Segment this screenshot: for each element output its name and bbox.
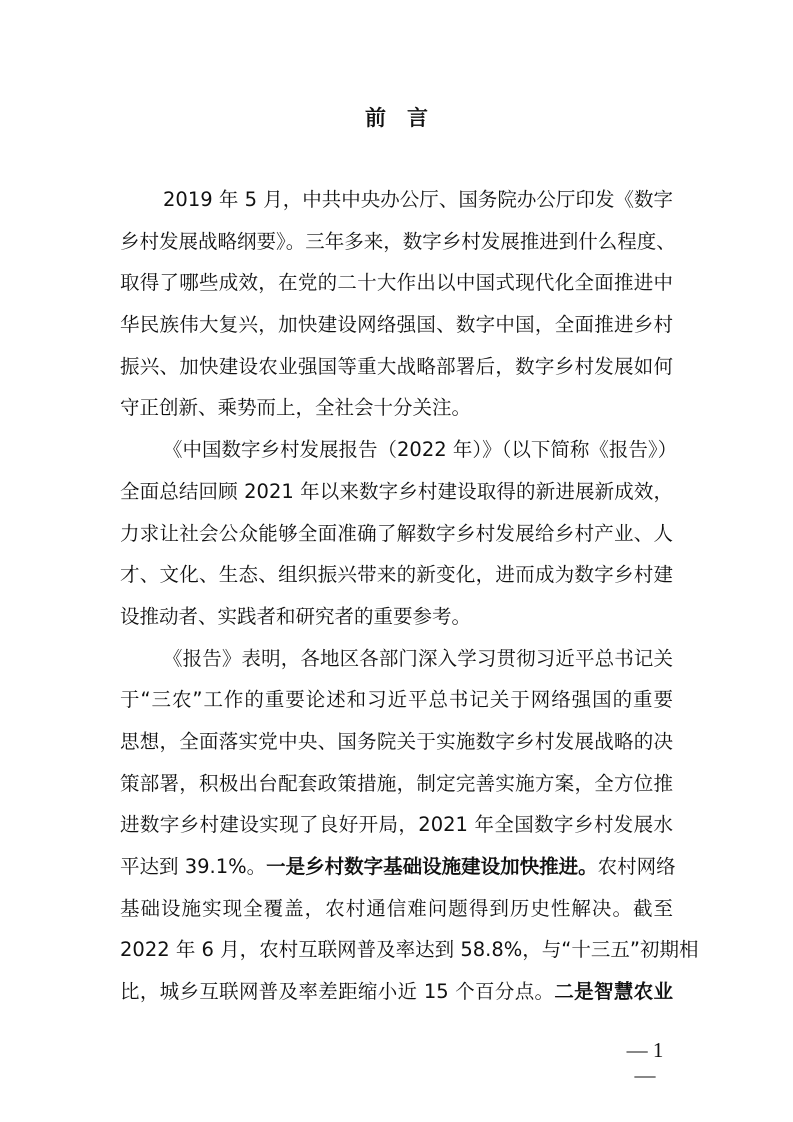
text-line [120,186,673,228]
text-segment: 2019 年 5 月，中共中央办公厅、国务院办公厅印发《数字 [163,188,673,211]
text-line [120,978,673,1020]
text-segment: 取得了哪些成效，在党的二十大作出以中国式现代化全面推进中 [120,271,673,295]
text-line [120,895,673,937]
text-segment: 乡村发展战略纲要》。三年多来，数字乡村发展推进到什么程度、 [120,229,676,253]
text-line [120,269,673,311]
text-segment: 平达到 39.1%。 [120,855,267,878]
text-segment: 力求让社会公众能够全面准确了解数字乡村发展给乡村产业、人 [120,521,673,545]
text-line [120,394,673,436]
text-segment: 才、文化、生态、组织振兴带来的新变化，进而成为数字乡村建 [120,563,673,587]
text-segment: 守正创新、乘势而上，全社会十分关注。 [120,396,472,420]
title-char-2: 言 [407,106,428,130]
text-line [120,770,673,812]
title-char-1: 前 [365,106,386,130]
text-segment: 基础设施实现全覆盖，农村通信难问题得到历史性解决。截至 [120,896,673,920]
text-line [120,936,699,978]
preface-body [120,186,699,1020]
text-segment: 进数字乡村建设实现了良好开局，2021 年全国数字乡村发展水 [120,813,673,837]
text-line [120,353,673,395]
text-segment: 振兴、加快建设农业强国等重大战略部署后，数字乡村发展如何 [120,354,673,378]
text-segment: 思想，全面落实党中央、国务院关于实施数字乡村发展战略的决 [120,729,673,753]
bold-text-segment: 二是智慧农业 [554,980,673,1004]
text-line [120,645,673,687]
text-segment: 农村网络 [597,855,676,878]
text-segment: 华民族伟大复兴，加快建设网络强国、数字中国，全面推进乡村 [120,313,673,337]
page-number: — 1 — [626,1038,664,1087]
text-segment: 全面总结回顾 2021 年以来数字乡村建设取得的新进展新成效， [120,479,673,503]
text-line [120,478,673,520]
text-segment: 《中国数字乡村发展报告（2022 年）》（以下简称《报告》） [163,438,678,462]
text-segment: 比，城乡互联网普及率差距缩小近 15 个百分点。 [120,980,555,1004]
text-line [120,603,673,645]
bold-text-segment: 一是乡村数字基础设施建设加快推进。 [266,855,598,878]
text-line [120,561,673,603]
text-line [120,811,673,853]
text-line [120,728,673,770]
text-line [120,686,673,728]
text-line [120,436,678,478]
text-line [120,311,673,353]
text-segment: 《报告》表明，各地区各部门深入学习贯彻习近平总书记关 [163,646,673,670]
text-segment: 2022 年 6 月，农村互联网普及率达到 58.8%，与“十三五”初期相 [120,938,699,962]
text-line [120,853,676,895]
text-segment: 设推动者、实践者和研究者的重要参考。 [120,604,472,628]
text-segment: 策部署，积极出台配套政策措施，制定完善实施方案，全方位推 [120,771,673,795]
text-line [120,228,676,270]
text-line [120,520,673,562]
text-segment: 于“三农”工作的重要论述和习近平总书记关于网络强国的重要 [120,688,673,712]
page-title [0,102,793,132]
